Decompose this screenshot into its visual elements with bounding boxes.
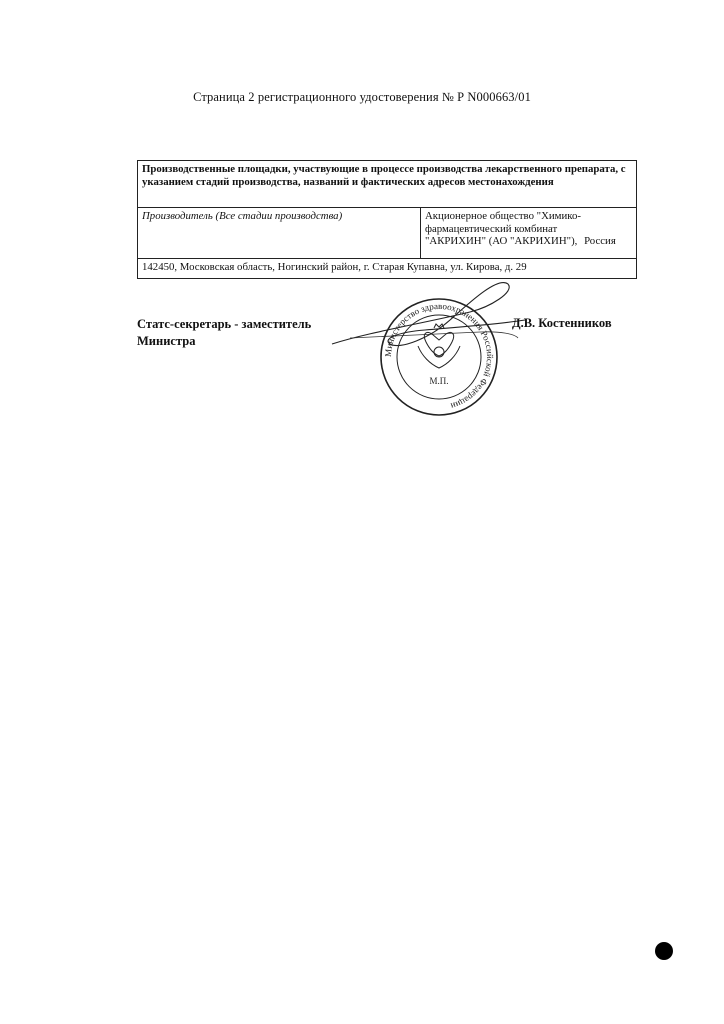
signature-stroke <box>332 283 525 346</box>
signer-title-line2: Министра <box>137 333 196 348</box>
official-seal <box>330 272 530 432</box>
manufacturer-address: 142450, Московская область, Ногинский район, г. Старая Купавна, ул. Кирова, д. 29 <box>138 259 637 279</box>
company-country: Россия <box>584 235 616 248</box>
seal-center-text: М.П. <box>429 376 449 386</box>
seal-ring-text: Министерство здравоохранения Российской Федерации <box>382 300 496 412</box>
signer-name: Д.В. Костенников <box>512 316 612 330</box>
page-header: Страница 2 регистрационного удостоверения № Р N000663/01 <box>193 90 531 104</box>
manufacturer-company <box>421 208 637 259</box>
signer-title <box>137 316 311 350</box>
table-row <box>138 208 637 259</box>
manufacturing-sites-table <box>137 160 637 279</box>
manufacturer-role: Производитель (Все стадии производства) <box>138 208 421 259</box>
table-row <box>138 161 637 208</box>
company-name-line1: Акционерное общество "Химико-фармацевтический комбинат <box>425 210 581 235</box>
table-heading: Производственные площадки, участвующие в процессе производства лекарственного препарата, с указанием стадий производства, названий и фактических адресов местонахождения <box>138 161 637 208</box>
black-dot <box>655 942 673 960</box>
signer-title-line1: Статс-секретарь - заместитель <box>137 317 312 331</box>
company-name-line2: "АКРИХИН" (АО "АКРИХИН"), <box>425 235 578 248</box>
